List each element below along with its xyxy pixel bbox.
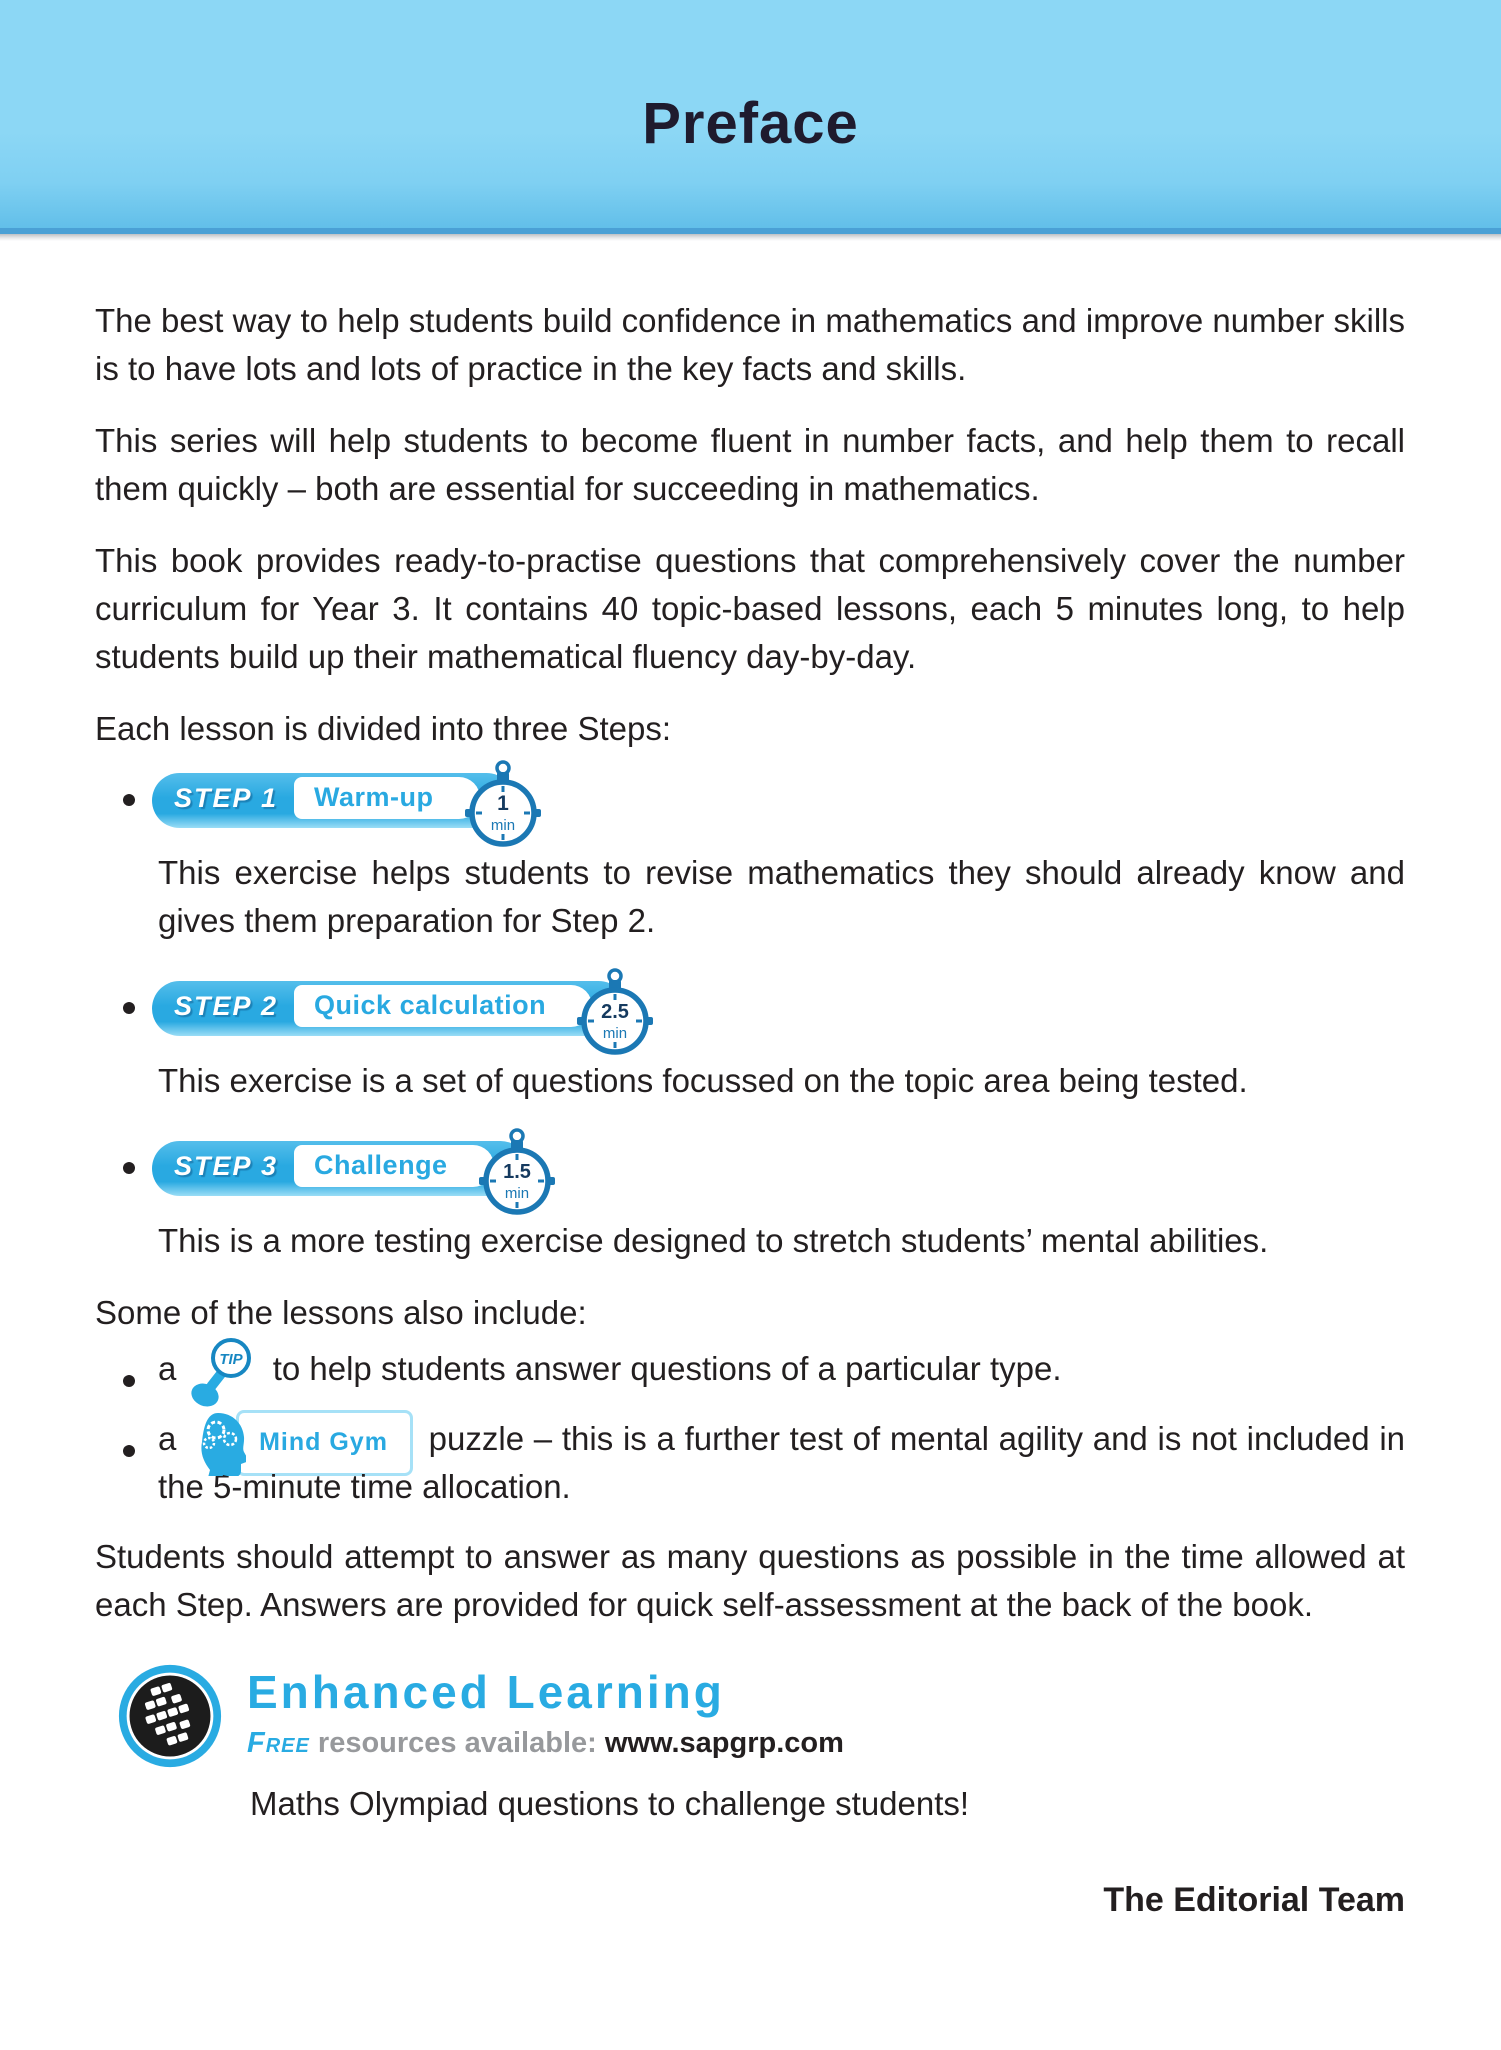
step-label: STEP 2: [174, 990, 279, 1021]
extra-text: puzzle – this is a further test of mental agility and is not included in the 5-minute time allocation.: [158, 1420, 1405, 1505]
step-description-2: This exercise is a set of questions focussed on the topic area being tested.: [158, 1062, 1248, 1099]
tip-icon: [188, 1335, 260, 1411]
website-url: www.sapgrp.com: [604, 1727, 844, 1759]
mind-gym-head-icon: [188, 1410, 246, 1476]
step-item-2: [95, 969, 1405, 1047]
paragraph-1: The best way to help students build confidence in mathematics and improve number skills is to have lots and lots of practice in the key facts and skills.: [95, 302, 1405, 387]
enhanced-learning-subline: [247, 1727, 844, 1760]
closing-paragraph: Students should attempt to answer as many questions as possible in the time allowed at each Step. Answers are provided for quick self-assessment at the back of the book.: [95, 1538, 1405, 1623]
stopwatch-minutes: 1.5: [502, 1160, 531, 1183]
mind-gym-label: Mind Gym: [236, 1410, 413, 1476]
paragraph-3: This book provides ready-to-practise questions that comprehensively cover the number curriculum for Year 3. It contains 40 topic-based lessons, each 5 minutes long, to help students build up their mathematical fluency day-by-day.: [95, 542, 1405, 675]
tip-label: TIP: [218, 1351, 243, 1369]
stopwatch-unit: min: [504, 1184, 529, 1202]
free-label: Free: [247, 1727, 310, 1759]
header-shadow: [0, 234, 1501, 241]
paragraph-2: This series will help students to become fluent in number facts, and help them to recall them quickly – both are essential for succeeding in mathematics.: [95, 422, 1405, 507]
extra-item-tip: [95, 1345, 1405, 1393]
stopwatch-minutes: 1: [496, 791, 509, 815]
bullet-icon: [123, 1162, 135, 1174]
keyboard-logo-icon: [117, 1663, 223, 1769]
bullet-icon: [123, 1002, 135, 1014]
mind-gym-badge: [188, 1410, 413, 1476]
page-header: [0, 0, 1501, 234]
tagline: Maths Olympiad questions to challenge students!: [250, 1785, 970, 1822]
step-item-1: [95, 761, 1405, 839]
stopwatch-unit: min: [603, 1024, 628, 1042]
step-name: Quick calculation: [294, 985, 592, 1027]
extra-item-mind-gym: [95, 1415, 1405, 1511]
step-name: Challenge: [294, 1145, 494, 1187]
resources-label: resources available:: [317, 1727, 597, 1759]
stopwatch-unit: min: [490, 816, 515, 834]
step-name: Warm-up: [294, 777, 480, 819]
step-label: STEP 3: [174, 1150, 279, 1181]
stopwatch-icon: [478, 1126, 556, 1220]
stopwatch-icon: [464, 758, 542, 852]
extra-prefix: a: [158, 1420, 177, 1457]
bullet-icon: [123, 794, 135, 806]
extra-prefix: a: [158, 1350, 177, 1387]
stopwatch-icon: [576, 966, 654, 1060]
steps-intro: Each lesson is divided into three Steps:: [95, 710, 672, 747]
extra-text: to help students answer questions of a particular type.: [272, 1350, 1062, 1387]
enhanced-learning-block: [117, 1663, 1405, 1769]
step-badge-1: [152, 773, 515, 834]
enhanced-learning-title: Enhanced Learning: [247, 1666, 725, 1718]
stopwatch-minutes: 2.5: [601, 1000, 630, 1023]
page-title: Preface: [642, 90, 859, 156]
step-label: STEP 1: [174, 782, 279, 813]
step-badge-3: [152, 1141, 531, 1202]
bullet-icon: [123, 1445, 135, 1457]
step-item-3: [95, 1129, 1405, 1207]
step-badge-2: [152, 981, 630, 1042]
extras-intro: Some of the lessons also include:: [95, 1294, 587, 1331]
editorial-team: The Editorial Team: [1103, 1881, 1405, 1919]
step-description-1: This exercise helps students to revise mathematics they should already know and gives them preparation for Step 2.: [158, 854, 1405, 939]
content: [0, 241, 1501, 1920]
step-description-3: This is a more testing exercise designed to stretch students’ mental abilities.: [158, 1222, 1269, 1259]
bullet-icon: [123, 1375, 135, 1387]
